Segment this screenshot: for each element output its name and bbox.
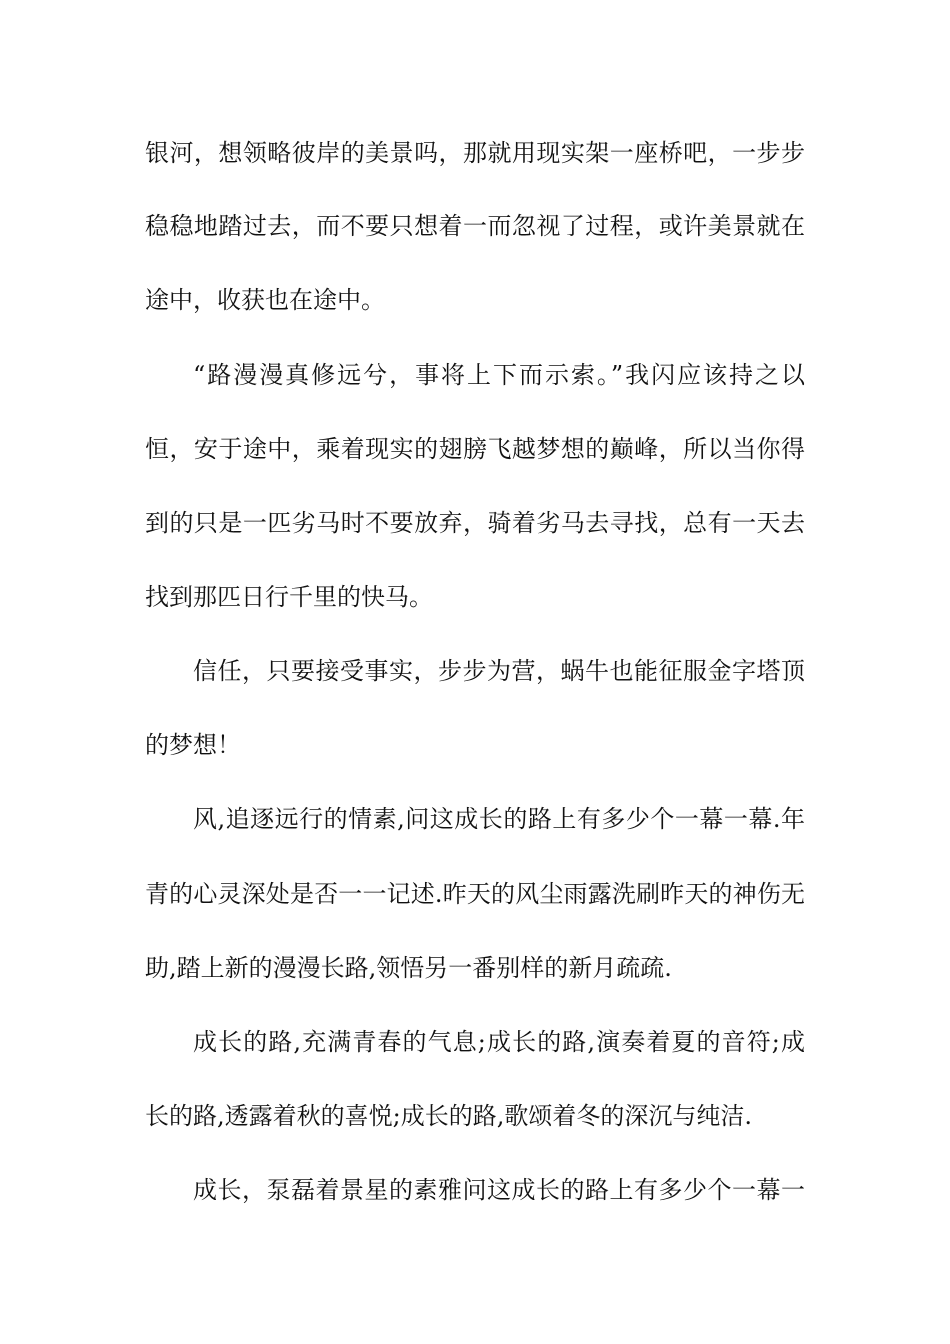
text-line: 青的心灵深处是否一一记述.昨天的风尘雨露洗刷昨天的神伤无	[145, 880, 805, 908]
paragraph-first-line: 信任，只要接受事实，步步为营，蜗牛也能征服金字塔顶	[193, 657, 805, 685]
text-line: 银河，想领略彼岸的美景吗，那就用现实架一座桥吧，一步步	[145, 139, 805, 167]
text-line: 长的路,透露着秋的喜悦;成长的路,歌颂着冬的深沉与纯洁.	[145, 1102, 752, 1130]
text-line: 稳稳地踏过去，而不要只想着一而忽视了过程，或许美景就在	[145, 212, 805, 240]
text-line: 恒，安于途中，乘着现实的翅膀飞越梦想的巅峰，所以当你得	[145, 435, 805, 463]
text-line: 找到那匹日行千里的快马。	[145, 583, 433, 611]
paragraph-first-line: 风,追逐远行的情素,问这成长的路上有多少个一幕一幕.年	[193, 805, 805, 833]
paragraph-first-line: “路漫漫真修远兮，事将上下而示索。”我闪应该持之以	[193, 361, 805, 389]
text-line: 到的只是一匹劣马时不要放弃，骑着劣马去寻找，总有一天去	[145, 509, 805, 537]
paragraph-first-line: 成长的路,充满青春的气息;成长的路,演奏着夏的音符;成	[193, 1028, 805, 1056]
text-line: 途中，收获也在途中。	[145, 286, 385, 314]
text-line: 助,踏上新的漫漫长路,领悟另一番别样的新月疏疏.	[145, 954, 672, 982]
text-line: 的梦想！	[145, 731, 241, 759]
paragraph-first-line: 成长，泵磊着景星的素雅问这成长的路上有多少个一幕一	[193, 1176, 805, 1204]
